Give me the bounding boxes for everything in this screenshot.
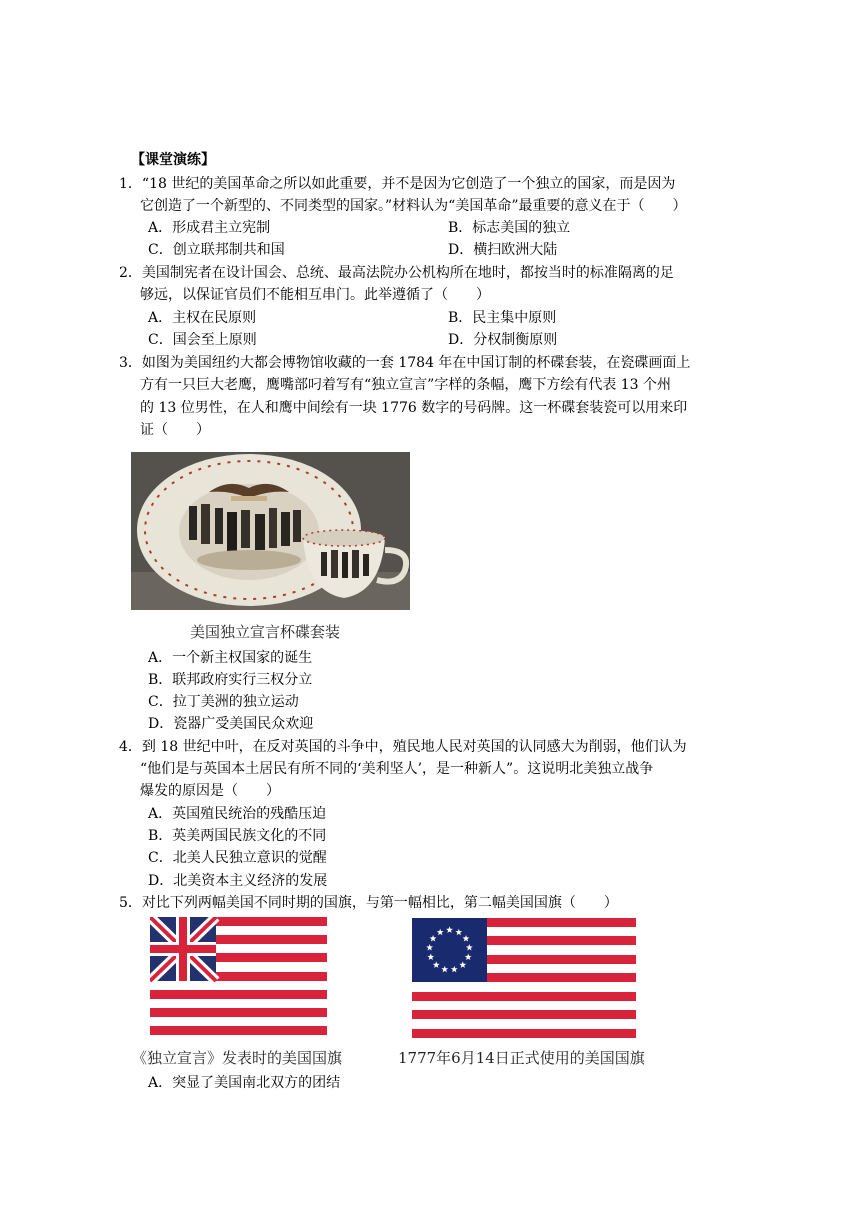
q1-option-a[interactable]: A．形成君主立宪制 <box>148 220 271 236</box>
q3-option-a[interactable]: A．一个新主权国家的诞生 <box>148 650 313 666</box>
q1-option-c[interactable]: C．创立联邦制共和国 <box>148 242 285 258</box>
q2-option-d[interactable]: D．分权制衡原则 <box>448 332 558 348</box>
q4-option-b[interactable]: B．英美两国民族文化的不同 <box>148 828 327 844</box>
q5-option-a[interactable]: A．突显了美国南北双方的团结 <box>148 1075 341 1091</box>
q4-option-c[interactable]: C．北美人民独立意识的觉醒 <box>148 850 327 866</box>
q4-option-a[interactable]: A．英国殖民统治的残酷压迫 <box>148 806 327 822</box>
question-2-line-1: 2．美国制宪者在设计国会、总统、最高法院办公机构所在地时，都按当时的标准隔离的足 <box>119 265 674 281</box>
question-4-line-3: 爆发的原因是（ ） <box>140 783 280 799</box>
question-1-line-1: 1．“18 世纪的美国革命之所以如此重要，并不是因为它创造了一个独立的国家，而是因为 <box>119 176 676 192</box>
q3-option-d[interactable]: D．瓷器广受美国民众欢迎 <box>148 716 314 732</box>
question-4-line-1: 4．到 18 世纪中叶，在反对英国的斗争中，殖民地人民对英国的认同感大为削弱，他们认为 <box>119 739 687 755</box>
q4-option-d[interactable]: D．北美资本主义经济的发展 <box>148 873 328 889</box>
porcelain-image-caption: 美国独立宣言杯碟套装 <box>190 623 341 641</box>
question-4-line-2: “他们是与英国本土居民有所不同的‘美利坚人’，是一种新人”。这说明北美独立战争 <box>140 761 654 777</box>
q3-option-b[interactable]: B．联邦政府实行三权分立 <box>148 672 313 688</box>
question-5-line-1: 5．对比下列两幅美国不同时期的国旗，与第一幅相比，第二幅美国国旗（ ） <box>119 895 618 911</box>
q2-option-c[interactable]: C．国会至上原则 <box>148 332 257 348</box>
question-1-line-2: 它创造了一个新型的、不同类型的国家。”材料认为“美国革命”最重要的意义在于（ ） <box>140 198 687 214</box>
flag-2-caption: 1777年6月14日正式使用的美国国旗 <box>398 1049 645 1067</box>
q1-option-b[interactable]: B．标志美国的独立 <box>448 220 571 236</box>
question-3-line-3: 的 13 位男性，在人和鹰中间绘有一块 1776 数字的号码牌。这一杯碟套装瓷可以用来印 <box>140 400 688 416</box>
grand-union-flag-image <box>150 917 327 1035</box>
question-3-line-2: 方有一只巨大老鹰，鹰嘴部叼着写有“独立宣言”字样的条幅，鹰下方绘有代表 13 个州 <box>140 377 672 393</box>
q2-option-b[interactable]: B．民主集中原则 <box>448 310 557 326</box>
question-3-line-4: 证（ ） <box>140 422 210 438</box>
section-title: 【课堂演练】 <box>131 152 215 168</box>
q1-option-d[interactable]: D．横扫欧洲大陆 <box>448 242 558 258</box>
q3-option-c[interactable]: C．拉丁美洲的独立运动 <box>148 694 299 710</box>
betsy-ross-flag-image <box>412 918 636 1038</box>
flag-1-caption: 《独立宣言》发表时的美国国旗 <box>132 1049 343 1067</box>
q2-option-a[interactable]: A．主权在民原则 <box>148 310 257 326</box>
question-2-line-2: 够远，以保证官员们不能相互串门。此举遵循了（ ） <box>140 287 490 303</box>
question-3-line-1: 3．如图为美国纽约大都会博物馆收藏的一套 1784 年在中国订制的杯碟套装，在瓷碟画面上 <box>119 355 691 371</box>
porcelain-cup-saucer-image <box>131 452 410 610</box>
